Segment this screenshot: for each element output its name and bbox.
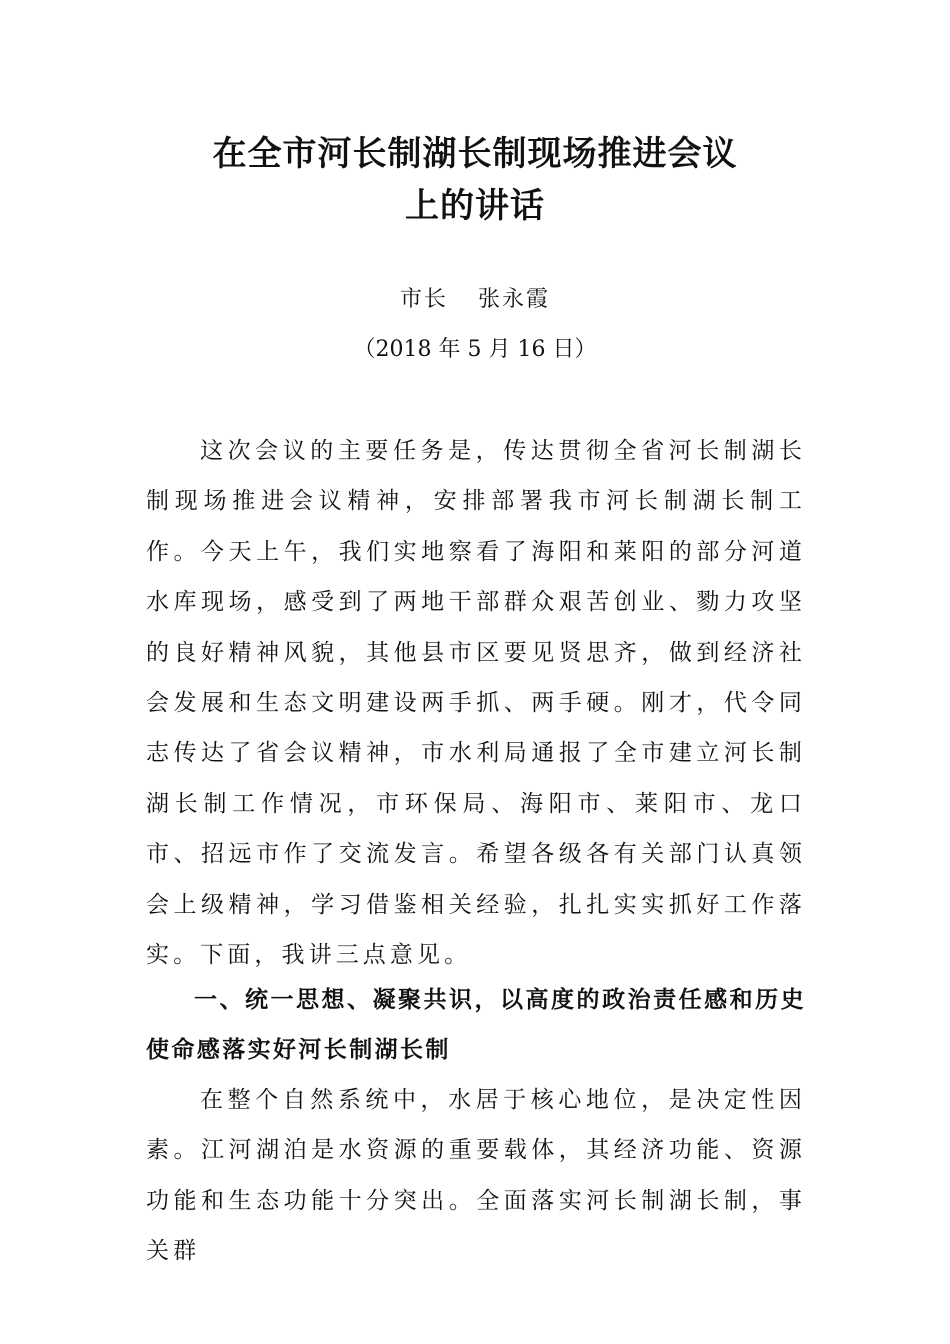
section-heading-1: 一、统一思想、凝聚共识，以高度的政治责任感和历史使命感落实好河长制湖长制 [146, 987, 806, 1064]
document-title-line-1: 在全市河长制湖长制现场推进会议 [212, 134, 738, 174]
paragraph-section-1: 在整个自然系统中，水居于核心地位，是决定性因素。江河湖泊是水资源的重要载体，其经济功能、资源功能和生态功能十分突出。全面落实河长制湖长制，事关群 [146, 1087, 806, 1265]
paragraph-intro: 这次会议的主要任务是，传达贯彻全省河长制湖长制现场推进会议精神，安排部署我市河长制湖长制工作。今天上午，我们实地察看了海阳和莱阳的部分河道水库现场，感受到了两地干部群众艰苦创业、勠力攻坚的良好精神风貌，其他县市区要见贤思齐，做到经济社会发展和生态文明建设两手抓、两手硬。刚才，代令同志传达了省会议精神，市水利局通报了全市建立河长制湖长制工作情况，市环保局、海阳市、莱阳市、龙口市、招远市作了交流发言。希望各级各有关部门认真领会上级精神，学习借鉴相关经验，扎扎实实抓好工作落实。下面，我讲三点意见。 [146, 438, 806, 969]
speech-date: （2018 年 5 月 16 日） [353, 337, 597, 362]
document-title-line-2: 上的讲话 [405, 186, 545, 226]
author-role: 市长 [399, 287, 448, 312]
author-name: 张永霞 [478, 287, 551, 312]
author-line [0, 284, 950, 316]
